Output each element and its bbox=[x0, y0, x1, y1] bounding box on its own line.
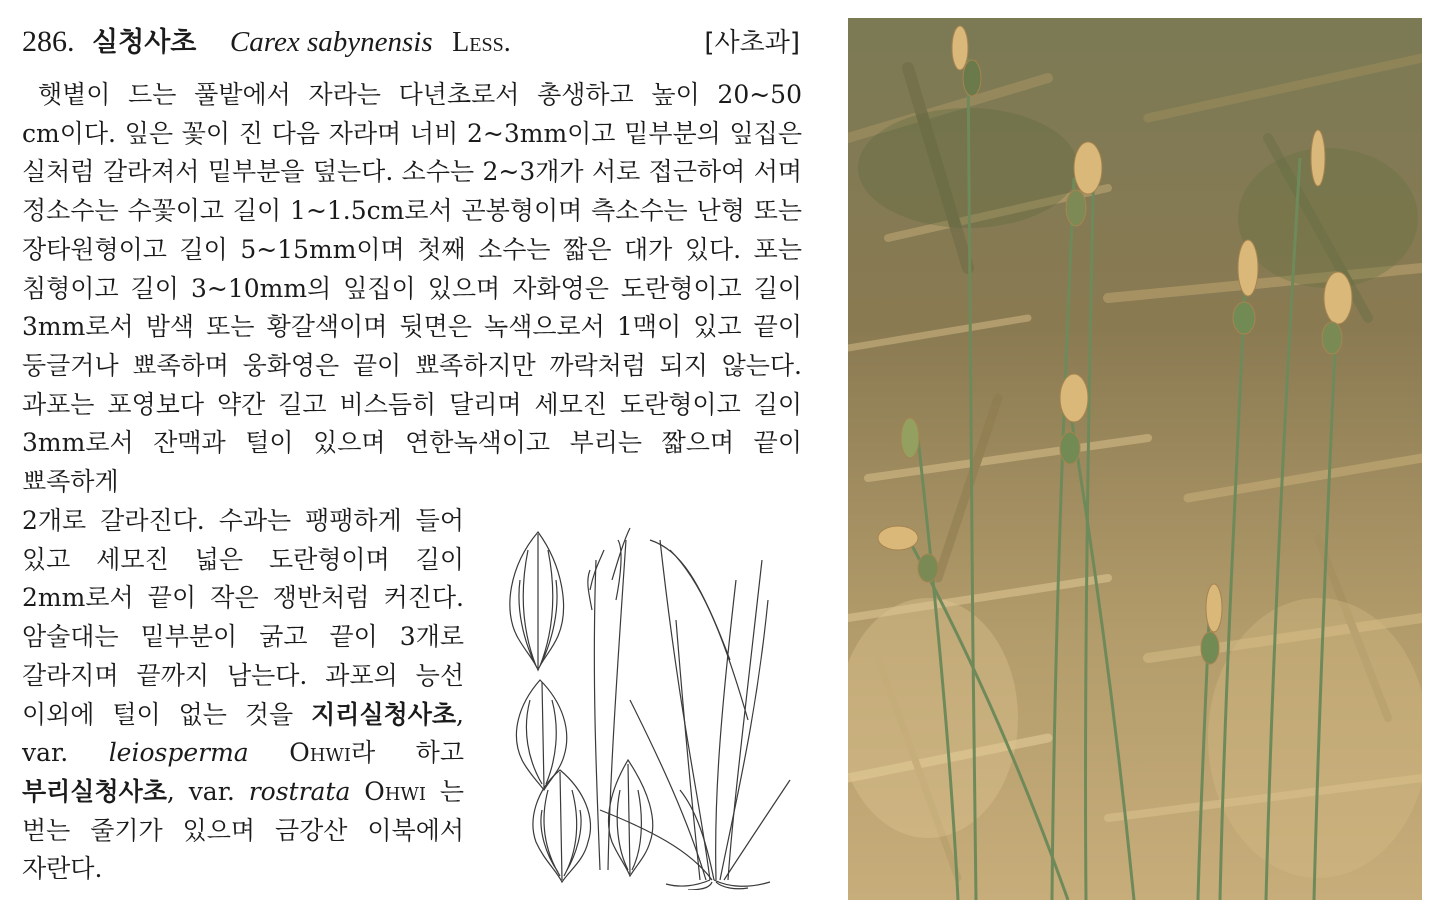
roots-drawing bbox=[666, 880, 770, 890]
variety-2-epithet: rostrata bbox=[248, 776, 351, 806]
family-tag: [사초과] bbox=[704, 28, 800, 58]
variety-1-suffix: 라 하고 bbox=[351, 738, 464, 768]
botanical-illustration bbox=[500, 520, 800, 890]
description-text-continued: 2개로 갈라진다. 수과는 팽팽하게 들어 있고 세모진 넓은 도란형이며 길이 2mm로서 끝이 작은 쟁반처럼 커진다. 암술대는 밑부분이 굵고 끝이 3개로 갈라지며 끝까지 남는다. 과포의 능선 이외에 털이 없는 것을 bbox=[22, 506, 464, 729]
description-continued bbox=[22, 502, 464, 889]
variety-1-author: Ohwi bbox=[289, 738, 352, 768]
variety-1-epithet: leiosperma bbox=[108, 738, 249, 768]
korean-name: 실청사초 bbox=[92, 27, 197, 58]
variety-1-name: 지리실청사초 bbox=[311, 699, 457, 729]
variety-1-separator: , bbox=[456, 699, 464, 729]
variety-1-rank: var. bbox=[22, 738, 69, 768]
entry-header bbox=[22, 14, 822, 62]
variety-2-name: 부리실청사초 bbox=[22, 776, 167, 806]
variety-2-rank: var. bbox=[188, 776, 235, 806]
description-paragraph bbox=[22, 76, 802, 502]
perigynium-drawing-1 bbox=[510, 532, 564, 670]
entry-number: 286. bbox=[22, 25, 75, 58]
author-abbrev: Less. bbox=[452, 27, 511, 58]
variety-2-separator: , bbox=[166, 776, 175, 806]
scientific-name: Carex sabynensis bbox=[229, 26, 433, 58]
description-text: 햇볕이 드는 풀밭에서 자라는 다년초로서 총생하고 높이 20~50 cm이다. 잎은 꽃이 진 다음 자라며 너비 2~3mm이고 밑부분의 잎집은 실처럼 갈라져서 밑부분을 덮는다. 소수는 2~3개가 서로 접근하여 서며 정소수는 수꽃이고 길이 1~1.5cm로서 곤봉형이며 측소수는 난형 또는 장타원형이고 길이 5~15mm이며 첫째 소수는 짧은 대가 있다. 포는 침형이고 길이 3~10mm의 잎집이 있으며 자화영은 도란형이고 길이 3mm로서 밤색 또는 황갈색이며 뒷면은 녹색으로서 1맥이 있고 끝이 둥글거나 뾰족하며 웅화영은 끝이 뾰족하지만 까락처럼 되지 않는다. 과포는 포영보다 약간 길고 비스듬히 달리며 세모진 도란형이고 길이 3mm로서 잔맥과 털이 있으며 연한녹색이고 부리는 짧으며 끝이 뾰족하게 bbox=[22, 80, 802, 497]
plant-photograph bbox=[848, 18, 1422, 900]
variety-2-author: Ohwi bbox=[364, 776, 427, 806]
plant-stems-drawing bbox=[588, 528, 790, 880]
description-ending: 는 벋는 줄기가 있으며 금강산 이북에서 자란다. bbox=[22, 776, 465, 884]
perigynium-drawing-2 bbox=[516, 680, 566, 790]
perigynium-drawing-4 bbox=[609, 760, 653, 876]
entry-title bbox=[22, 20, 511, 59]
